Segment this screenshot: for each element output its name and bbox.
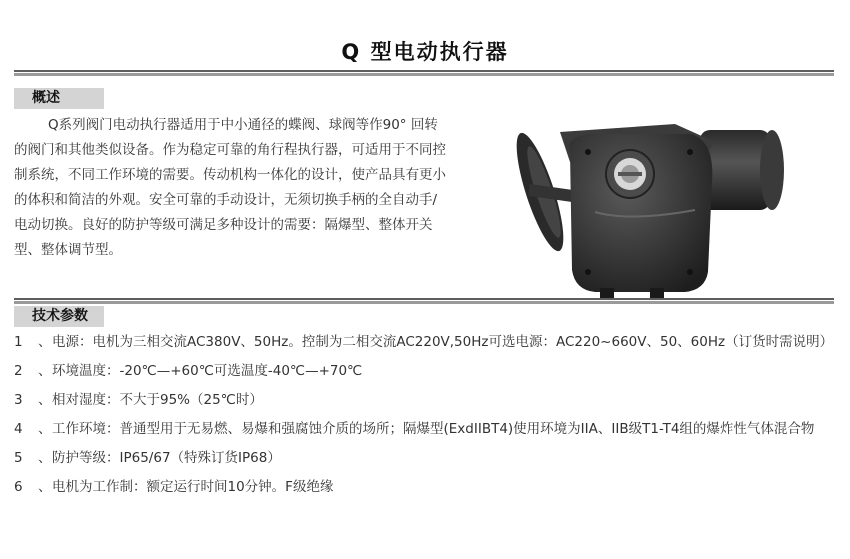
divider-bottom: [14, 298, 834, 304]
spec-item: 4 、 工作环境：普通型用于无易燃、易爆和强腐蚀介质的场所；隔爆型(ExdIIBT4)使用环境为IIA、IIB级T1-T4组的爆炸性气体混合物: [14, 421, 815, 437]
overview-heading: 概述: [14, 88, 104, 109]
page-title: Q 型电动执行器: [341, 40, 509, 64]
spec-item: 5 、 防护等级：IP65/67（特殊订货IP68）: [14, 450, 281, 466]
spec-item: 6 、 电机为工作制：额定运行时间10分钟。F级绝缘: [14, 479, 334, 495]
specs-list: [14, 330, 844, 504]
spec-item: 1 、 电源：电机为三相交流AC380V、50Hz。控制为二相交流AC220V,50Hz可选电源：AC220~660V、50、60Hz（订货时需说明）: [14, 334, 834, 350]
divider-top: [14, 70, 834, 76]
actuator-photo: [500, 112, 800, 302]
position-indicator: [606, 150, 654, 198]
overview-text: [14, 113, 446, 263]
specs-heading: 技术参数: [14, 306, 104, 327]
overview-paragraph: Q系列阀门电动执行器适用于中小通径的蝶阀、球阀等作90° 回转的阀门和其他类似设备。作为稳定可靠的角行程执行器，可适用于不同控制系统，不同工作环境的需要。传动机构一体化的设计，使产品具有更小的体积和简洁的外观。安全可靠的手动设计，无须切换手柄的全自动手/电动切换。良好的防护等级可满足多种设计的需要：隔爆型、整体开关型、整体调节型。: [14, 117, 446, 258]
spec-item: 2 、 环境温度：-20℃—+60℃可选温度-40℃—+70℃: [14, 363, 363, 379]
spec-item: 3 、 相对湿度：不大于95%（25℃时）: [14, 392, 263, 408]
